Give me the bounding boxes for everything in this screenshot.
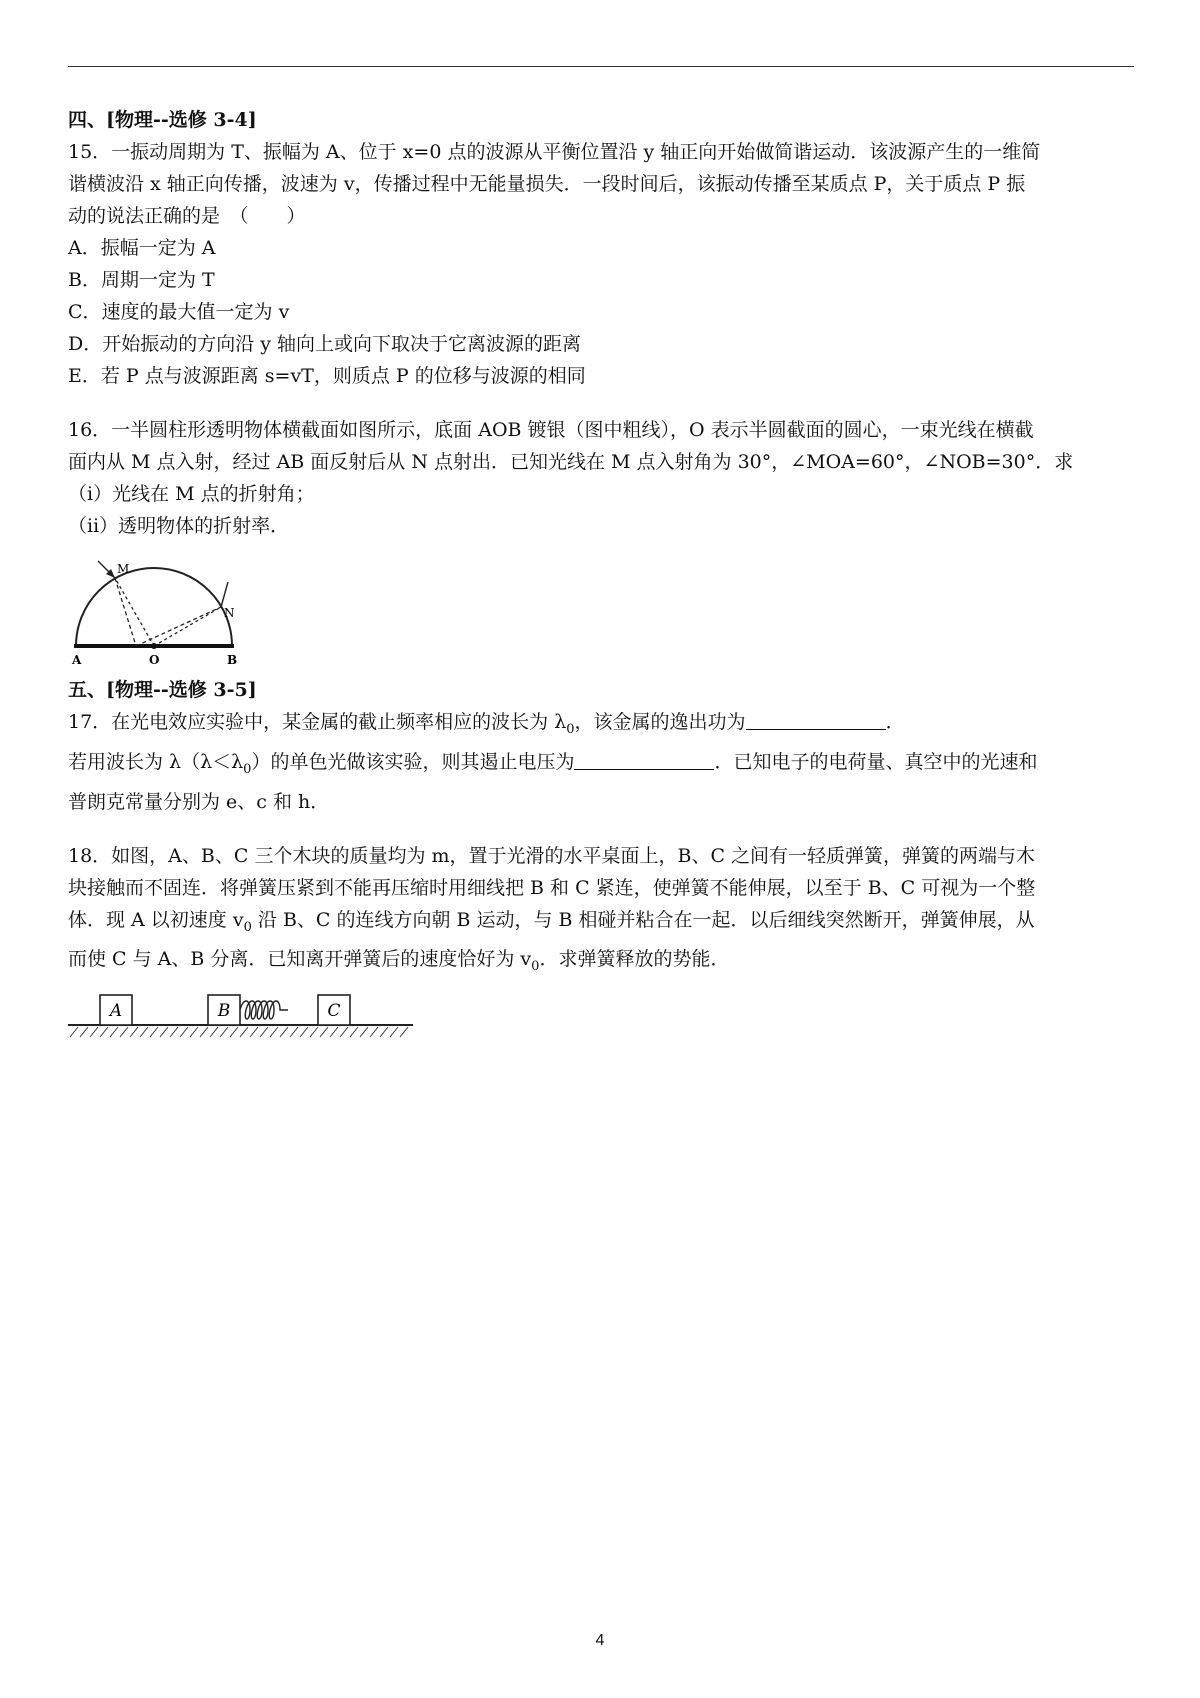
- q17-line-2: [68, 746, 1134, 786]
- q15-option-d: D．开始振动的方向沿 y 轴向上或向下取决于它离波源的距离: [68, 333, 582, 355]
- block-b-label: B: [217, 1001, 231, 1022]
- reflected-ray-n: [136, 607, 221, 646]
- document-body: [68, 104, 1134, 1039]
- block-c-label: C: [327, 1001, 341, 1022]
- q18-line-3-text-a: 体．现 A 以初速度 v: [68, 908, 244, 931]
- q17-answer-blank-2[interactable]: [574, 749, 714, 770]
- q17-line-1-text-c: ．: [885, 711, 905, 733]
- q18-line-4-text-a: 而使 C 与 A、B 分离．已知离开弹簧后的速度恰好为 v: [68, 948, 532, 971]
- q16-subquestion-2: （ⅱ）透明物体的折射率．: [68, 515, 290, 537]
- label-a: A: [72, 653, 82, 667]
- q18-line-4: [68, 943, 1134, 983]
- label-b: B: [227, 653, 238, 667]
- q15-stem-line-3: 动的说法正确的是 （ ）: [68, 205, 306, 227]
- semicircle-arc: [76, 568, 232, 646]
- q18-line-3: [68, 904, 1134, 944]
- center-point-o: [151, 643, 157, 649]
- exit-ray: [221, 582, 228, 607]
- q15-option-b: B．周期一定为 T: [68, 269, 215, 291]
- q16-subquestion-1: （ⅰ）光线在 M 点的折射角；: [68, 483, 315, 505]
- q17-line-2-text-b: ）的单色光做该实验，则其遏止电压为: [251, 750, 575, 773]
- q18-line-4-text-b: ．求弹簧释放的势能．: [539, 948, 730, 971]
- q17-line-1-text-b: ，该金属的逸出功为: [574, 711, 746, 733]
- spring-coil: [240, 1001, 288, 1019]
- q16-stem-line-1: 16．一半圆柱形透明物体横截面如图所示，底面 AOB 镀银（图中粗线），O 表示半圆截面的圆心，一束光线在横截: [68, 419, 1034, 441]
- q15-stem-line-1: 15．一振动周期为 T、振幅为 A、位于 x=0 点的波源从平衡位置沿 y 轴正向开始做简谐运动．该波源产生的一维简: [68, 141, 1041, 163]
- label-n: N: [224, 606, 235, 620]
- q17-line-2-text-a: 若用波长为 λ（λ＜λ: [68, 750, 244, 773]
- q17-line-2-subscript: 0: [243, 761, 252, 777]
- q15-option-a: A．振幅一定为 A: [68, 237, 216, 259]
- question-16: [68, 414, 1134, 668]
- question-15: [68, 136, 1134, 392]
- block-a-label: A: [109, 1001, 123, 1022]
- table-hatching: [70, 1027, 408, 1037]
- q15-option-c: C．速度的最大值一定为 v: [68, 301, 290, 323]
- refracted-ray-m: [115, 578, 136, 646]
- q18-line-2: 块接触而不固连．将弹簧压紧到不能再压缩时用细线把 B 和 C 紧连，使弹簧不能伸展，以至于 B、C 可视为一个整: [68, 876, 1036, 899]
- label-o: O: [149, 653, 160, 667]
- q17-line-3: 普朗克常量分别为 e、c 和 h．: [68, 790, 330, 813]
- question-18: [68, 840, 1134, 1040]
- label-m: M: [117, 562, 130, 576]
- header-rule: [68, 66, 1134, 67]
- section-title-3-4: 四、[物理--选修 3-4]: [68, 109, 257, 131]
- q18-line-3-subscript: 0: [243, 919, 252, 935]
- q18-line-1: 18．如图，A、B、C 三个木块的质量均为 m，置于光滑的水平桌面上，B、C 之间有一轻质弹簧，弹簧的两端与木: [68, 844, 1036, 867]
- q18-line-4-subscript: 0: [531, 959, 540, 975]
- normal-on: [154, 607, 221, 646]
- semicircle-optics-figure: [68, 546, 248, 668]
- question-17: [68, 706, 1134, 818]
- q17-line-2-text-c: ．已知电子的电荷量、真空中的光速和: [714, 750, 1038, 773]
- q15-option-e: E．若 P 点与波源距离 s=vT，则质点 P 的位移与波源的相同: [68, 365, 586, 387]
- q15-stem-line-2: 谐横波沿 x 轴正向传播，波速为 v，传播过程中无能量损失．一段时间后，该振动传播至某质点 P，关于质点 P 振: [68, 173, 1026, 195]
- blocks-spring-figure: [68, 991, 418, 1039]
- page-number: 4: [595, 1632, 605, 1649]
- q17-answer-blank-1[interactable]: [746, 709, 886, 730]
- normal-om: [115, 578, 154, 646]
- section-title-3-5: 五、[物理--选修 3-5]: [68, 679, 257, 701]
- q17-line-1-subscript: 0: [566, 721, 575, 737]
- q16-stem-line-2: 面内从 M 点入射，经过 AB 面反射后从 N 点射出．已知光线在 M 点入射角为 30°，∠MOA=60°，∠NOB=30°．求: [68, 451, 1074, 473]
- q17-line-1-text-a: 17．在光电效应实验中，某金属的截止频率相应的波长为 λ: [68, 711, 567, 733]
- q17-line-1: [68, 706, 1134, 746]
- q18-line-3-text-b: 沿 B、C 的连线方向朝 B 运动，与 B 相碰并粘合在一起．以后细线突然断开，弹簧伸展，从: [251, 908, 1035, 931]
